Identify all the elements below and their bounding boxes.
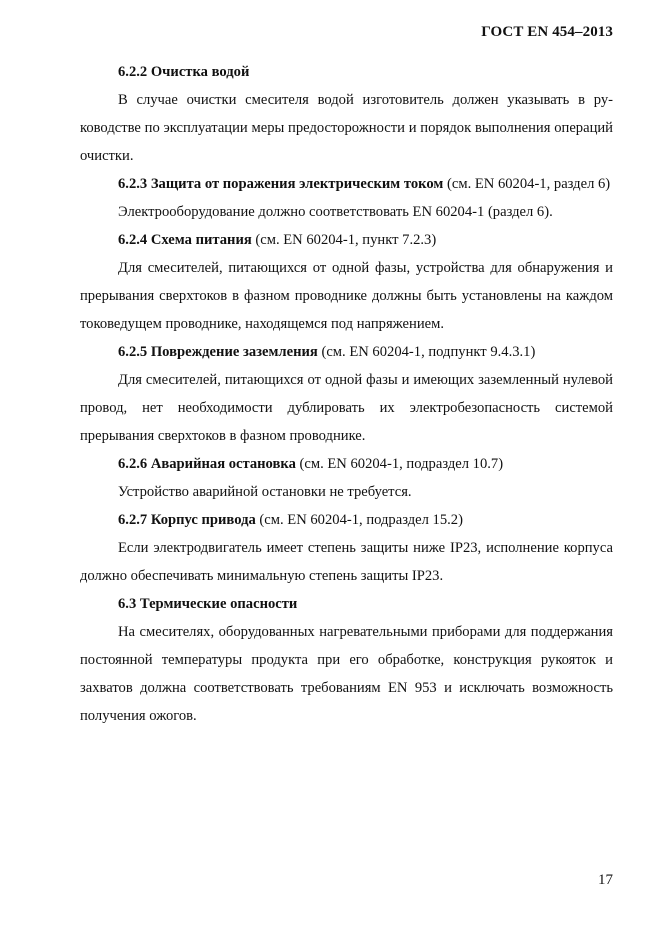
paragraph-6-2-6: Устройство аварийной остановки не требуется. — [118, 484, 412, 500]
section-heading-6-2-5 — [80, 338, 613, 366]
heading-title: 6.2.4 Схема питания — [118, 232, 252, 248]
heading-title: 6.2.5 Повреждение заземления — [118, 344, 318, 360]
heading-title: 6.2.3 Защита от поражения электрическим током — [118, 176, 444, 192]
paragraph-6-2-2: В случае очистки смесителя водой изготовитель должен указывать в руководстве по эксплуатации меры предосторожности и порядок выполнения операций очистки. — [80, 92, 613, 164]
section-heading-6-2-2 — [80, 58, 613, 86]
paragraph-6-3: На смесителях, оборудованных нагревательными приборами для поддержания постоянной температуры продукта при его обработке, конструкция рукояток и захватов должна соответствовать требованиям EN 953 и исключать возможность получения ожогов. — [80, 624, 613, 724]
paragraph-6-2-4: Для смесителей, питающихся от одной фазы, устройства для обнаружения и прерывания сверхтоков в фазном проводнике должны быть установлены на каждом токоведущем проводнике, находящемся под напряжением. — [80, 260, 613, 332]
section-heading-6-2-6 — [80, 450, 613, 478]
heading-title: 6.2.2 Очистка водой — [118, 64, 250, 80]
page-number: 17 — [598, 872, 613, 888]
section-heading-6-2-3 — [80, 170, 613, 198]
heading-title: 6.2.6 Аварийная остановка — [118, 456, 296, 472]
document-header-standard-id: ГОСТ EN 454–2013 — [481, 24, 613, 40]
paragraph-6-2-7: Если электродвигатель имеет степень защиты ниже IP23, исполнение корпуса должно обеспечивать минимальную степень защиты IP23. — [80, 540, 613, 584]
heading-reference: (см. EN 60204-1, пункт 7.2.3) — [251, 232, 437, 248]
section-heading-6-2-4 — [80, 226, 613, 254]
heading-reference: (см. EN 60204-1, раздел 6) — [443, 176, 611, 192]
heading-reference: (см. EN 60204-1, подраздел 15.2) — [255, 512, 463, 528]
document-body — [80, 58, 613, 730]
section-heading-6-2-7 — [80, 506, 613, 534]
paragraph-6-2-5: Для смесителей, питающихся от одной фазы и имеющих заземленный нулевой провод, нет необходимости дублировать их электробезопасность системой прерывания сверхтоков в фазном проводнике. — [80, 372, 613, 444]
paragraph-6-2-3: Электрооборудование должно соответствовать EN 60204-1 (раздел 6). — [118, 204, 553, 220]
heading-reference: (см. EN 60204-1, подпункт 9.4.3.1) — [317, 344, 536, 360]
heading-title: 6.2.7 Корпус привода — [118, 512, 256, 528]
heading-reference: (см. EN 60204-1, подраздел 10.7) — [295, 456, 504, 472]
heading-title: 6.3 Термические опасности — [118, 596, 298, 612]
section-heading-6-3 — [80, 590, 613, 618]
